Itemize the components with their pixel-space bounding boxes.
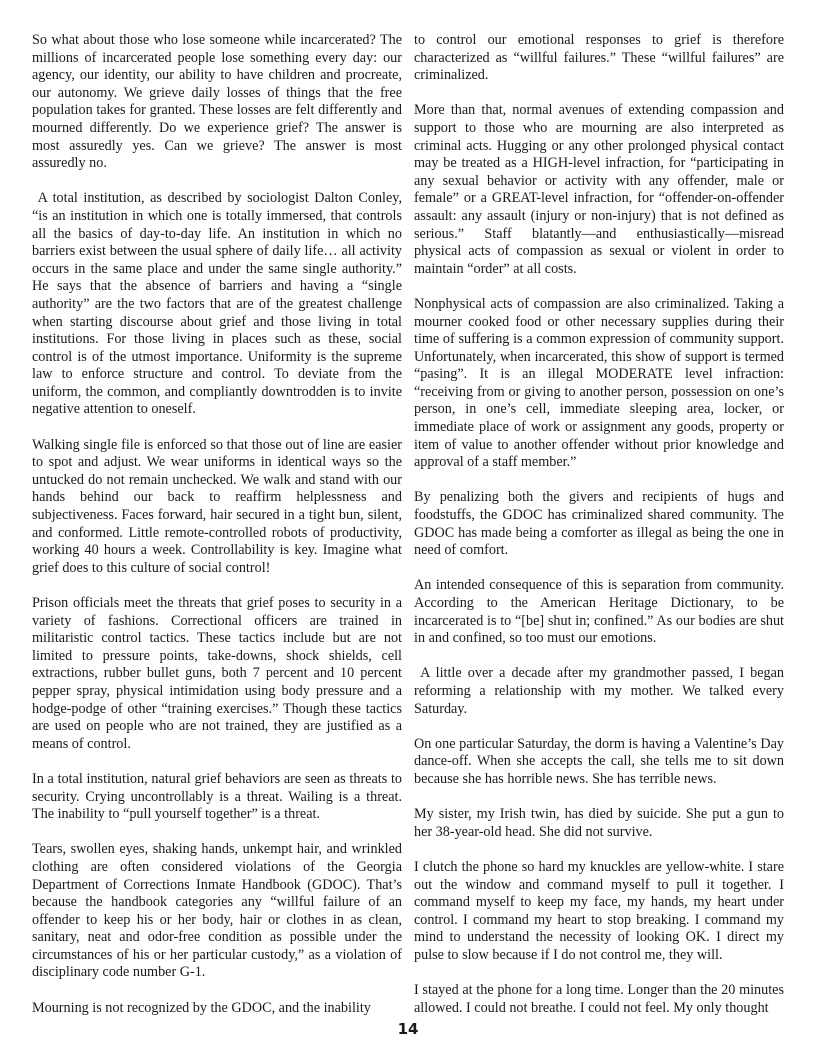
paragraph: So what about those who lose someone while incarcerated? The millions of incarcerated people lose something every day: our agency, our identity, our ability to have children and procreate, our autonomy. We grieve daily losses of things that the free population takes for granted. These losses are felt differently and mourned differently. Do we experience grief? The answer is most assuredly yes. Can we grieve? The answer is most assuredly no. <box>32 32 402 172</box>
paragraph: Mourning is not recognized by the GDOC, and the inability <box>32 999 371 1016</box>
paragraph: to control our emotional responses to grief is therefore characterized as “willful failures.” These “willful failures” are criminalized. <box>414 32 784 84</box>
paragraph: In a total institution, natural grief behaviors are seen as threats to security. Crying uncontrollably is a threat. Wailing is a threat. The inability to “pull yourself together” is a threat. <box>32 770 402 823</box>
paragraph: I clutch the phone so hard my knuckles are yellow-white. I stare out the window and command myself to pull it together. I command myself to keep my face, my hands, my heart under control. I command my heart to stop breaking. I command my mind to understand the necessity of looking OK. I direct my pulse to slow because if I do not control me, they will. <box>414 858 784 963</box>
paragraph: I stayed at the phone for a long time. Longer than the 20 minutes allowed. I could not breathe. I could not feel. My only thought <box>414 982 784 1016</box>
paragraph: Tears, swollen eyes, shaking hands, unkempt hair, and wrinkled clothing are often considered violations of the Georgia Department of Corrections Inmate Handbook (GDOC). That’s because the handbook categories any “willful failure of an offender to keep his or her body, hair or clothes in as clean, sanitary, neat and odor-free condition as possible under the circumstances of his or her particular custody,” as a violation of disciplinary code number G-1. <box>32 841 402 981</box>
paragraph: A little over a decade after my grandmother passed, I began reforming a relationship with my mother. We talked every Saturday. <box>414 665 784 717</box>
paragraph: A total institution, as described by sociologist Dalton Conley, “is an institution in which one is totally immersed, that controls all the basics of day-to-day life. An institution in which no barriers exist between the usual sphere of daily life… all activity occurs in the same place and under the same single authority.” He says that the absence of barriers and having a “single authority” are the two factors that are of the greatest challenge when starting discourse about grief and those living in total institutions. For those living in places such as these, social control is of the utmost importance. Uniformity is the supreme law to enforce structure and control. To deviate from the uniform, the common, and compliantly downtrodden is to invite negative attention to oneself. <box>32 190 402 418</box>
paragraph: My sister, my Irish twin, has died by suicide. She put a gun to her 38-year-old head. She did not survive. <box>414 806 784 840</box>
paragraph: By penalizing both the givers and recipients of hugs and foodstuffs, the GDOC has criminalized shared community. The GDOC has made being a comforter as illegal as being the one in need of comfort. <box>414 489 784 559</box>
paragraph: On one particular Saturday, the dorm is having a Valentine’s Day dance-off. When she accepts the call, she tells me to sit down because she has horrible news. She has terrible news. <box>414 735 784 787</box>
right-column <box>414 32 784 1020</box>
left-column <box>32 32 402 1020</box>
paragraph: Nonphysical acts of compassion are also criminalized. Taking a mourner cooked food or other necessary supplies during their time of suffering is a common expression of community support. Unfortunately, when incarcerated, this show of support is termed “pasing”. It is an illegal MODERATE level infraction: “receiving from or giving to another person, possession on one’s person, in one’s cell, immediate sleeping area, locker, or immediate place of work or assignment any goods, property or item of value to another offender without prior knowledge and approval of a staff member.” <box>414 295 784 471</box>
paragraph: An intended consequence of this is separation from community. According to the American Heritage Dictionary, to be incarcerated is to “[be] shut in; confined.” As our bodies are shut in and confined, so too must our emotions. <box>414 577 784 647</box>
paragraph: More than that, normal avenues of extending compassion and support to those who are mourning are also interpreted as criminal acts. Hugging or any other prolonged physical contact may be treated as a HIGH-level infraction, for “participating in any sexual behavior or activity with any offender, male or female” or a GREAT-level infraction, for “offender-on-offender assault: any assault (injury or non-injury) that is not defined as serious.” Staff blatantly—and enthusiastically—misread physical acts of compassion as sexual or violent in order to maintain “order” at all costs. <box>414 102 784 277</box>
paragraph: Prison officials meet the threats that grief poses to security in a variety of fashions. Correctional officers are trained in militaristic control tactics. These tactics include but are not limited to pressure points, take-downs, shock shields, cell extractions, rubber bullet guns, both 7 percent and 10 percent pepper spray, physical intimidation using body pressure and a hodge-podge of other “training exercises.” Though these tactics are used on people who are not trained, they are justified as a means of control. <box>32 595 402 752</box>
paragraph: Walking single file is enforced so that those out of line are easier to spot and adjust. We wear uniforms in identical ways so the untucked do not remain unchecked. We walk and stand with our hands behind our back to reaffirm helplessness and subjectiveness. Faces forward, hair secured in a tight bun, silent, and conformed. Little remote-controlled robots of productivity, working 40 hours a week. Controllability is key. Imagine what grief does to this culture of social control! <box>32 436 402 576</box>
page-body <box>32 32 784 1020</box>
page-number: 14 <box>397 1020 419 1038</box>
